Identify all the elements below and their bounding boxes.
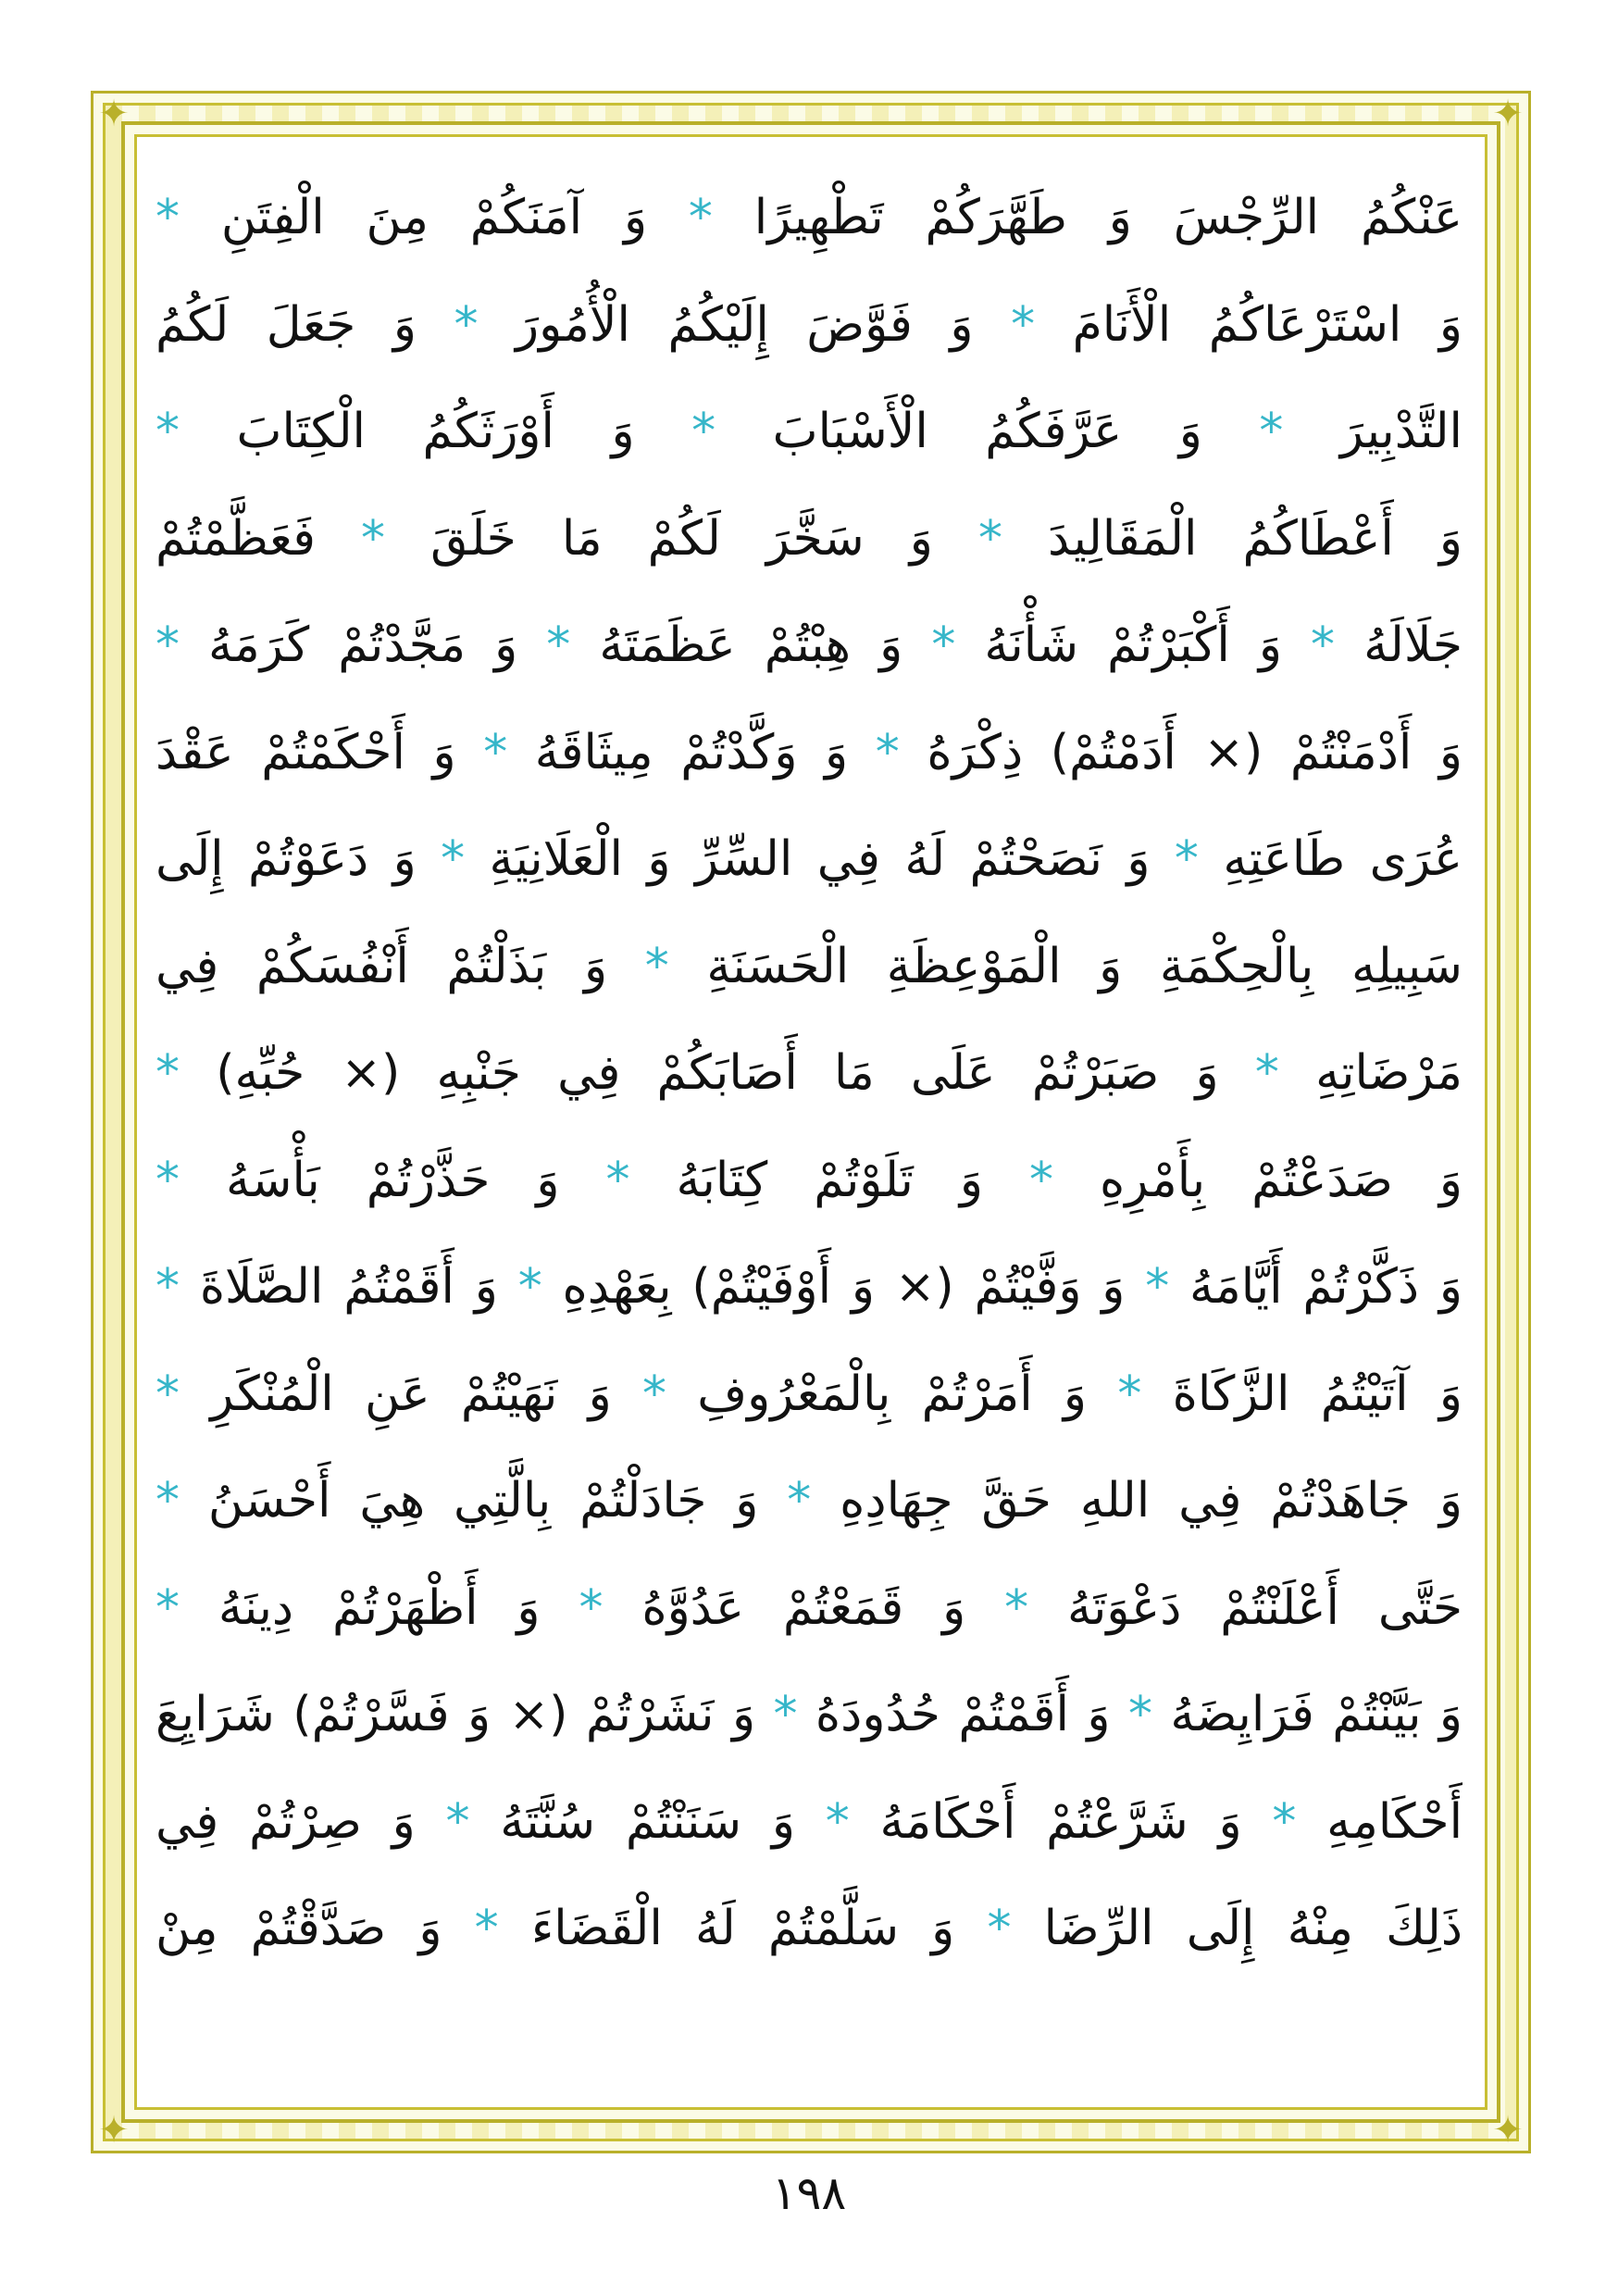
- separator-star-icon: *: [156, 1473, 180, 1529]
- separator-star-icon: *: [156, 190, 180, 245]
- separator-star-icon: *: [605, 1152, 630, 1208]
- corner-ornament-icon: ✦: [1492, 2109, 1524, 2152]
- separator-star-icon: *: [787, 1473, 812, 1529]
- text-line: عُرَى طَاعَتِهِ * وَ نَصَحْتُمْ لَهُ فِي السِّرِّ وَ الْعَلَانِيَةِ * وَ دَعَوْتُمْ إِلَى: [156, 831, 1462, 887]
- separator-star-icon: *: [1254, 1045, 1279, 1101]
- separator-star-icon: *: [1311, 618, 1336, 673]
- text-line: وَ جَاهَدْتُمْ فِي اللهِ حَقَّ جِهَادِهِ * وَ جَادَلْتُمْ بِالَّتِي هِيَ أَحْسَنُ *: [156, 1473, 1462, 1529]
- separator-star-icon: *: [1011, 296, 1036, 353]
- separator-star-icon: *: [156, 1152, 180, 1208]
- separator-star-icon: *: [156, 404, 180, 459]
- text-line: وَ اسْتَرْعَاكُمُ الْأَنَامَ * وَ فَوَّضَ إِلَيْكُمُ الْأُمُورَ * وَ جَعَلَ لَكُمُ: [156, 296, 1462, 353]
- corner-ornament-icon: ✦: [98, 2109, 130, 2152]
- corner-ornament-icon: ✦: [1492, 93, 1524, 135]
- separator-star-icon: *: [1272, 1793, 1297, 1850]
- separator-star-icon: *: [156, 618, 180, 673]
- separator-star-icon: *: [1259, 404, 1284, 459]
- separator-star-icon: *: [441, 831, 466, 887]
- prayer-text-body: [156, 165, 1462, 2090]
- separator-star-icon: *: [1028, 1152, 1053, 1208]
- separator-star-icon: *: [642, 1366, 666, 1422]
- separator-star-icon: *: [1127, 1687, 1152, 1742]
- separator-star-icon: *: [691, 404, 716, 459]
- text-line: مَرْضَاتِهِ * وَ صَبَرْتُمْ عَلَى مَا أَصَابَكُمْ فِي جَنْبِهِ (× حُبِّهِ) *: [156, 1045, 1462, 1101]
- text-line: وَ أَعْطَاكُمُ الْمَقَالِيدَ * وَ سَخَّرَ لَكُمْ مَا خَلَقَ * فَعَظَّمْتُمْ: [156, 510, 1462, 567]
- separator-star-icon: *: [1145, 1259, 1170, 1315]
- separator-star-icon: *: [1174, 831, 1199, 887]
- text-line: وَ صَدَعْتُمْ بِأَمْرِهِ * وَ تَلَوْتُمْ كِتَابَهُ * وَ حَذَّرْتُمْ بَأْسَهُ *: [156, 1152, 1462, 1208]
- separator-star-icon: *: [474, 1901, 499, 1956]
- separator-star-icon: *: [987, 1901, 1012, 1956]
- separator-star-icon: *: [773, 1687, 798, 1742]
- text-line: سَبِيلِهِ بِالْحِكْمَةِ وَ الْمَوْعِظَةِ الْحَسَنَةِ * وَ بَذَلْتُمْ أَنْفُسَكُمْ فِي: [156, 938, 1462, 994]
- separator-star-icon: *: [688, 190, 713, 245]
- text-line: وَ بَيَّنْتُمْ فَرَايِضَهُ * وَ أَقَمْتُمْ حُدُودَهُ * وَ نَشَرْتُمْ (× وَ فَسَّرْتُمْ) شَرَايِعَ: [156, 1687, 1462, 1742]
- separator-star-icon: *: [445, 1793, 470, 1850]
- separator-star-icon: *: [825, 1793, 850, 1850]
- separator-star-icon: *: [579, 1579, 604, 1636]
- separator-star-icon: *: [546, 618, 571, 673]
- text-line: أَحْكَامِهِ * وَ شَرَّعْتُمْ أَحْكَامَهُ * وَ سَنَنْتُمْ سُنَّتَهُ * وَ صِرْتُمْ فِي: [156, 1793, 1462, 1850]
- separator-star-icon: *: [156, 1579, 180, 1636]
- separator-star-icon: *: [875, 724, 900, 780]
- corner-ornament-icon: ✦: [98, 93, 130, 135]
- separator-star-icon: *: [483, 724, 508, 780]
- text-line: عَنْكُمُ الرِّجْسَ وَ طَهَّرَكُمْ تَطْهِيرًا * وَ آمَنَكُمْ مِنَ الْفِتَنِ *: [156, 190, 1462, 245]
- separator-star-icon: *: [644, 938, 669, 994]
- page-number: ١٩٨: [771, 2166, 847, 2220]
- text-line: وَ ذَكَّرْتُمْ أَيَّامَهُ * وَ وَفَّيْتُمْ (× وَ أَوْفَيْتُمْ) بِعَهْدِهِ * وَ أَقَمْتُمُ الصَّلَاةَ *: [156, 1259, 1462, 1315]
- text-line: وَ أَدْمَنْتُمْ (× أَدَمْتُمْ) ذِكْرَهُ * وَ وَكَّدْتُمْ مِيثَاقَهُ * وَ أَحْكَمْتُمْ عَقْدَ: [156, 724, 1462, 780]
- separator-star-icon: *: [1004, 1579, 1029, 1636]
- separator-star-icon: *: [156, 1259, 180, 1315]
- separator-star-icon: *: [156, 1366, 180, 1422]
- separator-star-icon: *: [1117, 1366, 1142, 1422]
- text-line: حَتَّى أَعْلَنْتُمْ دَعْوَتَهُ * وَ قَمَعْتُمْ عَدُوَّهُ * وَ أَظْهَرْتُمْ دِينَهُ *: [156, 1579, 1462, 1636]
- separator-star-icon: *: [977, 510, 1002, 567]
- text-line: جَلَالَهُ * وَ أَكْبَرْتُمْ شَأْنَهُ * وَ هِبْتُمْ عَظَمَتَهُ * وَ مَجَّدْتُمْ كَرَمَهُ *: [156, 618, 1462, 673]
- separator-star-icon: *: [156, 1045, 180, 1101]
- separator-star-icon: *: [517, 1259, 542, 1315]
- text-line: وَ آتَيْتُمُ الزَّكَاةَ * وَ أَمَرْتُمْ بِالْمَعْرُوفِ * وَ نَهَيْتُمْ عَنِ الْمُنْكَرِ *: [156, 1366, 1462, 1422]
- text-line: التَّدْبِيرَ * وَ عَرَّفَكُمُ الْأَسْبَابَ * وَ أَوْرَثَكُمُ الْكِتَابَ *: [156, 404, 1462, 459]
- separator-star-icon: *: [454, 296, 479, 353]
- text-line: ذَلِكَ مِنْهُ إِلَى الرِّضَا * وَ سَلَّمْتُمْ لَهُ الْقَضَاءَ * وَ صَدَّقْتُمْ مِنْ: [156, 1901, 1462, 1956]
- separator-star-icon: *: [931, 618, 956, 673]
- separator-star-icon: *: [361, 510, 386, 567]
